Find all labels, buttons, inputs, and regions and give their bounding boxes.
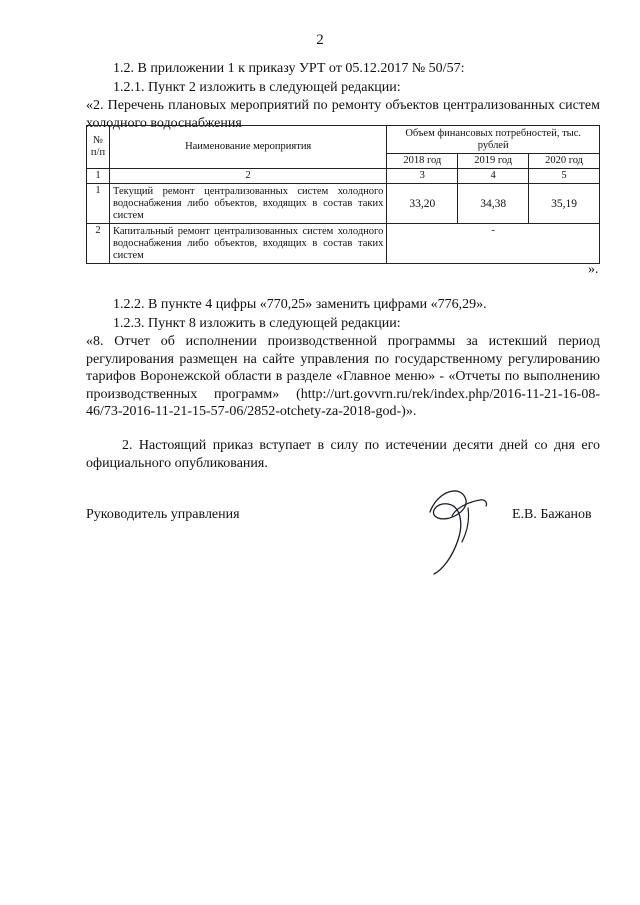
quote-item-8: «8. Отчет об исполнении производственной программы за истекший период регулирования размещен на сайте управления по государственному регулированию тарифов Воронежской области в разделе «Главное меню» - «Отчеты по выполнению производственных программ» (http://urt.govvrn.ru/rek/index.php/2016-11-21-16-08-46/73-2016-11-21-15-57-06/2852-otchety-za-2018-god-)».	[86, 334, 600, 420]
page-number: 2	[316, 32, 324, 48]
row-merged-value: -	[387, 224, 600, 264]
row-value-2018: 33,20	[387, 184, 458, 224]
row-num: 2	[87, 224, 110, 264]
plan-table	[86, 125, 600, 264]
index-cell: 5	[529, 169, 600, 184]
index-cell: 4	[458, 169, 529, 184]
signer-title: Руководитель управления	[86, 507, 240, 522]
index-cell: 3	[387, 169, 458, 184]
row-name: Текущий ремонт централизованных систем холодного водоснабжения либо объектов, входящих в состав таких систем	[109, 184, 386, 224]
item-1-2-2: 1.2.2. В пункте 4 цифры «770,25» заменить цифрами «776,29».	[113, 297, 487, 312]
year-2018: 2018 год	[387, 154, 458, 169]
signer-name: Е.В. Бажанов	[512, 507, 592, 522]
header-num: № п/п	[87, 126, 110, 169]
item-1-2-1: 1.2.1. Пункт 2 изложить в следующей редакции:	[113, 80, 401, 95]
table-row	[87, 224, 600, 264]
header-name: Наименование мероприятия	[109, 126, 386, 169]
handwritten-signature	[408, 482, 492, 578]
header-budget: Объем финансовых потребностей, тыс. рублей	[387, 126, 600, 154]
row-num: 1	[87, 184, 110, 224]
item-1-2-3: 1.2.3. Пункт 8 изложить в следующей редакции:	[113, 316, 401, 331]
index-cell: 1	[87, 169, 110, 184]
item-2: 2. Настоящий приказ вступает в силу по истечении десяти дней со дня его официального опубликования.	[86, 438, 600, 471]
row-value-2020: 35,19	[529, 184, 600, 224]
index-row	[87, 169, 600, 184]
year-2020: 2020 год	[529, 154, 600, 169]
table-row	[87, 184, 600, 224]
quote-item-2: «2. Перечень плановых мероприятий по ремонту объектов централизованных систем холодного водоснабжения	[86, 98, 600, 131]
row-name: Капитальный ремонт централизованных систем холодного водоснабжения либо объектов, входящих в состав таких систем	[109, 224, 386, 264]
row-value-2019: 34,38	[458, 184, 529, 224]
index-cell: 2	[109, 169, 386, 184]
year-2019: 2019 год	[458, 154, 529, 169]
quote-close: ».	[588, 262, 599, 277]
item-1-2: 1.2. В приложении 1 к приказу УРТ от 05.12.2017 № 50/57:	[113, 61, 465, 76]
